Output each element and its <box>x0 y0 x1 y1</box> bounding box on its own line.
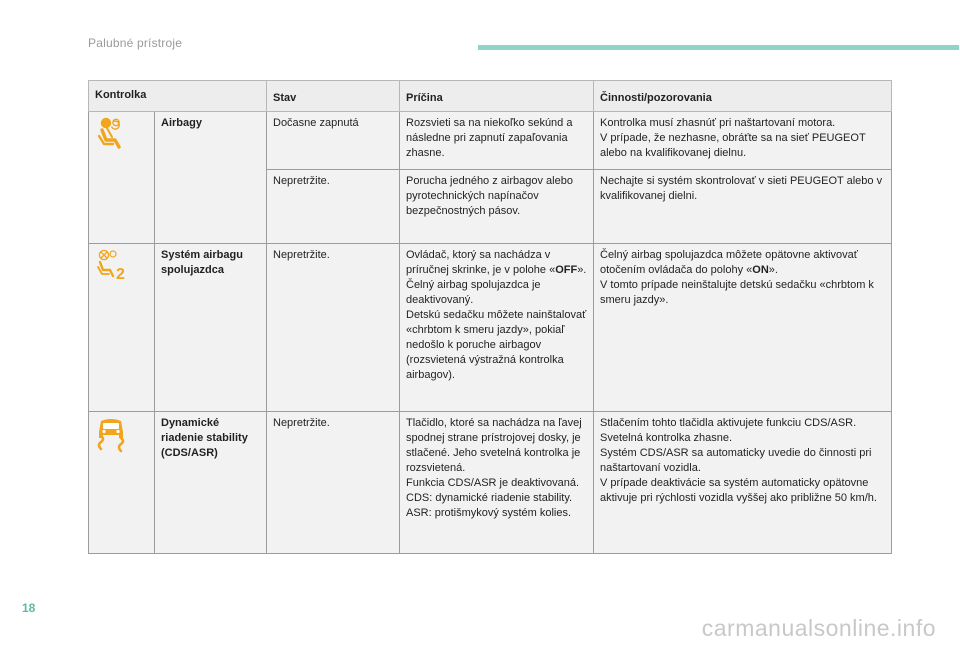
cause-line: Tlačidlo, ktoré sa nachádza na ľavej spodnej strane prístrojovej dosky, je stlačené. Jeho svetelná kontrolka je rozsvietená. <box>406 417 582 474</box>
state-cell: Nepretržite. <box>267 412 400 554</box>
lamp-name: Airbagy <box>155 112 267 244</box>
state-cell: Nepretržite. <box>267 170 400 244</box>
cause-text: Ovládač, ktorý sa nachádza v príručnej skrinke, je v polohe « <box>406 249 556 276</box>
section-title: Palubné prístroje <box>88 36 183 50</box>
warning-lamps-table <box>88 80 892 554</box>
lamp-name: Systém airbagu spolujazdca <box>155 244 267 412</box>
header-cause: Príčina <box>400 81 594 112</box>
cause-cell <box>400 244 594 412</box>
action-line: Stlačením tohto tlačidla aktivujete funkciu CDS/ASR. <box>600 417 857 429</box>
lamp-icon-cell <box>89 244 155 412</box>
header-lamp: Kontrolka <box>89 81 267 112</box>
passenger-airbag-off-icon <box>95 266 129 285</box>
table-row <box>89 412 892 554</box>
cause-cell: Porucha jedného z airbagov alebo pyrotechnických napínačov bezpečnostných pásov. <box>400 170 594 244</box>
cause-line: CDS: dynamické riadenie stability. <box>406 492 573 504</box>
action-line: Kontrolka musí zhasnúť pri naštartovaní motora. <box>600 117 836 129</box>
table-row <box>89 244 892 412</box>
action-line: Systém CDS/ASR sa automaticky uvedie do činnosti pri naštartovaní vozidla. <box>600 447 872 474</box>
action-text: ». <box>768 264 778 276</box>
action-line: V prípade deaktivácie sa systém automaticky opätovne aktivuje pri rýchlosti vozidla vyššej ako približne 50 km/h. <box>600 477 877 504</box>
stability-control-icon <box>95 445 127 457</box>
state-cell: Nepretržite. <box>267 244 400 412</box>
action-line: Svetelná kontrolka zhasne. <box>600 432 733 444</box>
watermark: carmanualsonline.info <box>701 615 936 641</box>
airbag-person-icon <box>95 141 125 153</box>
header-actions: Činnosti/pozorovania <box>594 81 892 112</box>
lamp-icon-cell <box>89 112 155 244</box>
lamp-icon-cell <box>89 412 155 554</box>
cause-text: ». <box>577 264 587 276</box>
off-keyword: OFF <box>555 264 578 276</box>
header-state: Stav <box>267 81 400 112</box>
cause-line: Detskú sedačku môžete nainštalovať «chrbtom k smeru jazdy», pokiaľ nedošlo k poruche airbagov (rozsvietená výstražná kontrolka airbagov). <box>406 309 587 381</box>
header-accent-bar <box>478 45 959 50</box>
action-text: Čelný airbag spolujazdca môžete opätovne aktivovať otočením ovládača do polohy « <box>600 249 858 276</box>
actions-cell <box>594 412 892 554</box>
action-line: V tomto prípade neinštalujte detskú sedačku «chrbtom k smeru jazdy». <box>600 279 874 306</box>
actions-cell <box>594 170 892 244</box>
actions-cell <box>594 244 892 412</box>
cause-line: ASR: protišmykový systém kolies. <box>406 507 572 519</box>
on-keyword: ON <box>752 264 769 276</box>
table-header-row <box>89 81 892 112</box>
cause-cell: Rozsvieti sa na niekoľko sekúnd a následne pri zapnutí zapaľovania zhasne. <box>400 112 594 170</box>
state-cell: Dočasne zapnutá <box>267 112 400 170</box>
action-line: V prípade, že nezhasne, obráťte sa na sieť PEUGEOT alebo na kvalifikovanej dielnu. <box>600 132 866 159</box>
actions-cell <box>594 112 892 170</box>
page-number: 18 <box>22 601 36 615</box>
lamp-name: Dynamické riadenie stability (CDS/ASR) <box>155 412 267 554</box>
svg-text:2: 2 <box>116 266 125 282</box>
table-row <box>89 112 892 170</box>
cause-line: Čelný airbag spolujazdca je deaktivovaný. <box>406 279 541 306</box>
cause-line: Funkcia CDS/ASR je deaktivovaná. <box>406 477 580 489</box>
action-line: Nechajte si systém skontrolovať v sieti PEUGEOT alebo v kvalifikovanej dielni. <box>600 175 883 202</box>
cause-cell <box>400 412 594 554</box>
